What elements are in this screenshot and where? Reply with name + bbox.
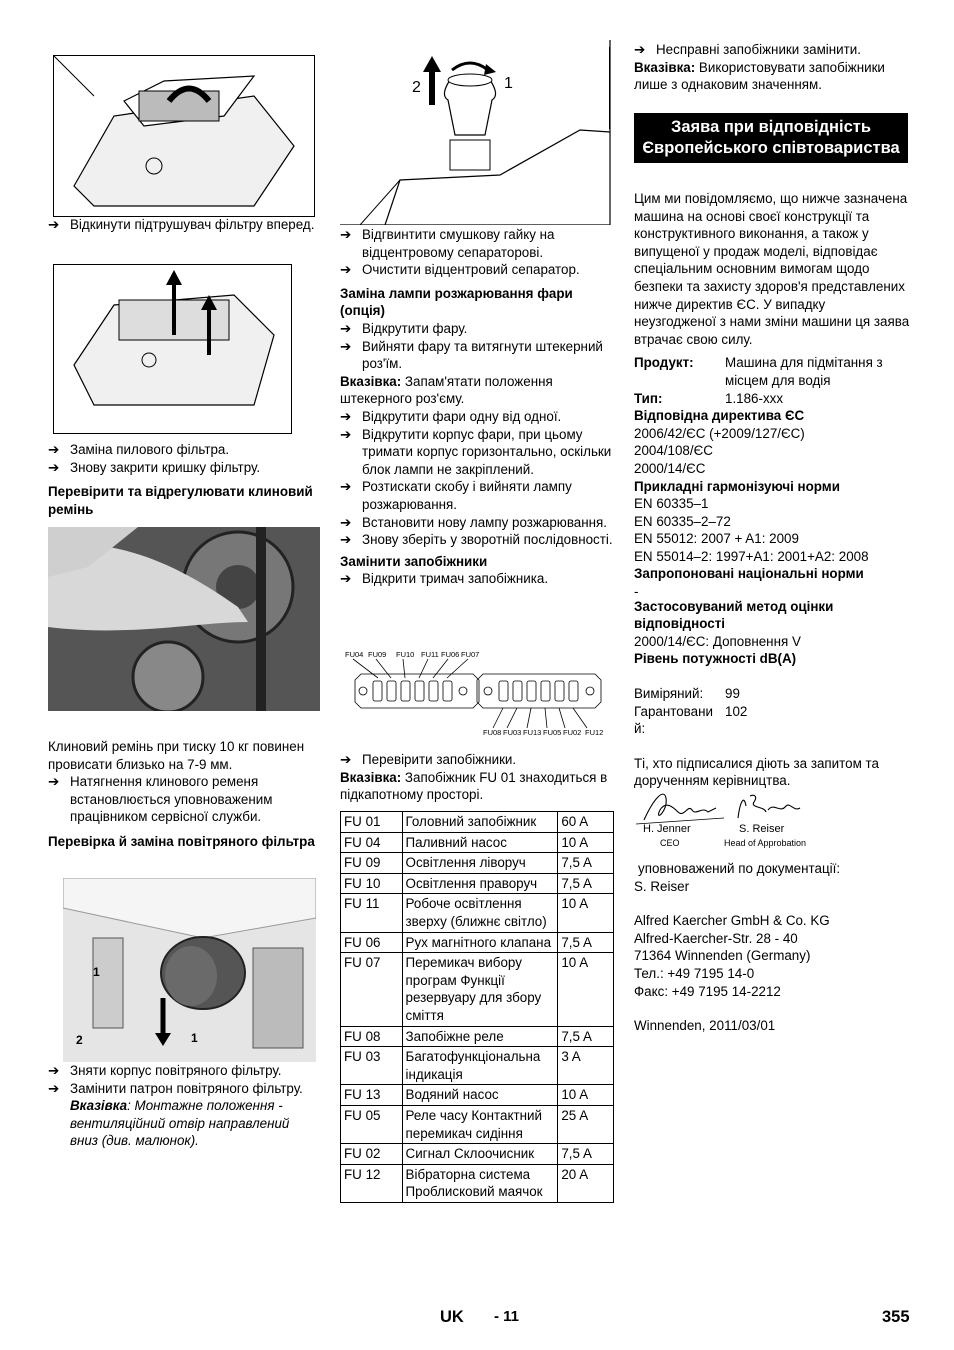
arrow-right-icon: ➔ <box>340 320 352 336</box>
arrow-right-icon: ➔ <box>340 408 352 424</box>
fuse-rating-cell: 7,5 A <box>558 1144 614 1165</box>
fuse-label: FU05 <box>543 728 562 737</box>
note: Вказівка: Запам'ятати положення штекерного роз'єму. <box>340 373 553 407</box>
fuse-rating-cell: 7,5 A <box>558 932 614 953</box>
note: Вказівка: Запобіжник FU 01 знаходиться в підкапотному просторі. <box>340 769 608 803</box>
figure-dust-filter <box>53 264 292 434</box>
address-line: Тел.: +49 7195 14-0 <box>634 965 755 981</box>
fuse-rating-cell: 10 A <box>558 953 614 1026</box>
fuse-label: FU04 <box>345 650 364 659</box>
note-text: : Монтажне положення - вентиляційний отвір направлений вниз (див. малюнок). <box>70 1098 290 1149</box>
fuse-id-cell: FU 06 <box>341 932 403 953</box>
photo-v-belt <box>48 527 320 711</box>
arrow-right-icon: ➔ <box>48 1080 60 1096</box>
method-label: Застосовуваний метод оцінки відповідності <box>634 598 834 632</box>
fuse-rating-cell: 10 A <box>558 1085 614 1106</box>
fuse-id-cell: FU 01 <box>341 812 403 833</box>
step: ➔ Відкрутити фару. <box>340 320 468 336</box>
arrow-right-icon: ➔ <box>340 532 352 548</box>
step: ➔ Відгвинтити смушкову гайку на відцентровому сепараторові. <box>340 227 555 260</box>
declaration-intro: Цим ми повідомляємо, що нижче зазначена машина на основі своєї конструкції та конструктивного виконання, а також у випущеної у продаж моделі, відповідає спеціальним основним вимогам щодо безпеки та захисту здоров'я представлених нижче директив ЄС. У випадку неузгодженої з нами зміни машини ця заява втрачає свою силу. <box>634 191 910 347</box>
fuse-id-cell: FU 05 <box>341 1105 403 1143</box>
photo-air-filter <box>63 878 316 1062</box>
signer-role: Head of Approbation <box>724 838 807 848</box>
sound-level-label: Рівень потужності dB(A) <box>634 651 797 667</box>
callout-label: 1 <box>504 75 513 92</box>
norm: EN 60335–1 <box>634 496 709 512</box>
fuse-function-cell: Багатофункціональна індикація <box>402 1047 558 1085</box>
guaranteed-row: Гарантовани й: 102 <box>634 703 748 737</box>
step: ➔ Перевірити запобіжники. <box>340 752 517 767</box>
arrow-right-icon: ➔ <box>340 479 352 495</box>
fuse-function-cell: Освітлення ліворуч <box>402 853 558 874</box>
signer-name: H. Jenner <box>643 823 691 835</box>
fuse-label: FU06 <box>441 650 460 659</box>
arrow-right-icon: ➔ <box>48 459 60 475</box>
fuse-function-cell: Паливний насос <box>402 832 558 853</box>
belt-text: Клиновий ремінь при тиску 10 кг повинен провисати близько на 7-9 мм. <box>48 739 305 772</box>
step: ➔ Натягнення клинового ременя встановлюється уповноваженим працівником сервісної служби. <box>48 774 273 825</box>
national-norms-value: - <box>634 584 639 600</box>
step: ➔ Заміна пилового фільтра. <box>48 442 230 457</box>
column-rule <box>609 47 610 129</box>
fuse-rating-cell: 7,5 A <box>558 873 614 894</box>
fuse-rating-cell: 10 A <box>558 894 614 932</box>
address-line: Alfred-Kaercher-Str. 28 - 40 <box>634 930 798 946</box>
fuse-rating-cell: 7,5 A <box>558 1026 614 1047</box>
type-row: Тип: 1.186-xxx <box>634 390 784 406</box>
callout-label: 2 <box>76 1033 83 1047</box>
signer-role: CEO <box>660 838 680 848</box>
fuse-id-cell: FU 13 <box>341 1085 403 1106</box>
table-row <box>341 1144 614 1165</box>
table-row <box>341 953 614 1026</box>
fuse-function-cell: Освітлення праворуч <box>402 873 558 894</box>
address-line: 71364 Winnenden (Germany) <box>634 948 811 964</box>
address-line: Факс: +49 7195 14-2212 <box>634 983 781 999</box>
fuse-function-cell: Реле часу Контактний перемикач сидіння <box>402 1105 558 1143</box>
national-norms-label: Запропоновані національні норми <box>634 566 864 582</box>
fuse-rating-cell: 60 A <box>558 812 614 833</box>
step: ➔ Замінити патрон повітряного фільтру. Вказівка: Монтажне положення - вентиляційний отвір направлений вниз (див. малюнок). <box>48 1080 303 1149</box>
step: ➔ Зняти корпус повітряного фільтру. <box>48 1063 282 1078</box>
fuse-function-cell: Запобіжне реле <box>402 1026 558 1047</box>
fuse-label: FU13 <box>523 728 542 737</box>
step: ➔ Знову зберіть у зворотній послідовності. <box>340 532 613 548</box>
step: ➔ Відкинути підтрушувач фільтру вперед. <box>48 217 315 232</box>
fuse-function-cell: Сигнал Склоочисник <box>402 1144 558 1165</box>
arrow-right-icon: ➔ <box>48 442 60 457</box>
arrow-right-icon: ➔ <box>340 752 352 767</box>
arrow-right-icon: ➔ <box>48 217 60 232</box>
table-row <box>341 832 614 853</box>
fuse-rating-cell: 20 A <box>558 1164 614 1202</box>
fuse-label: FU02 <box>563 728 582 737</box>
fuse-id-cell: FU 02 <box>341 1144 403 1165</box>
step: ➔ Відкрити тримач запобіжника. <box>340 571 549 587</box>
arrow-right-icon: ➔ <box>48 774 60 790</box>
norm: EN 55014–2: 1997+A1: 2001+A2: 2008 <box>634 548 869 564</box>
fuse-rating-cell: 10 A <box>558 832 614 853</box>
table-row <box>341 853 614 874</box>
fuse-id-cell: FU 12 <box>341 1164 403 1202</box>
directive-value: 2004/108/ЄС <box>634 443 713 459</box>
fuse-label: FU08 <box>483 728 502 737</box>
signers-text: Ті, хто підписалися діють за запитом та дорученням керівництва. <box>634 755 879 789</box>
arrow-right-icon: ➔ <box>340 514 352 530</box>
arrow-right-icon: ➔ <box>634 42 646 57</box>
directive-label: Відповідна директива ЄС <box>634 408 805 424</box>
note: Вказівка: Використовувати запобіжники лише з однаковим значенням. <box>634 59 885 93</box>
fuse-rating-cell: 3 A <box>558 1047 614 1085</box>
note-label: Вказівка <box>70 1098 128 1114</box>
table-row <box>341 1105 614 1143</box>
arrow-right-icon: ➔ <box>340 571 352 587</box>
place-date: Winnenden, 2011/03/01 <box>634 1018 776 1034</box>
step: ➔ Відкрутити корпус фари, при цьому тримати корпус горизонтально, оскільки блок лампи не закріплений. <box>340 426 612 477</box>
fuse-label: FU12 <box>585 728 604 737</box>
fuse-label: FU10 <box>396 650 415 659</box>
fuse-rating-cell: 7,5 A <box>558 853 614 874</box>
step: ➔ Очистити відцентровий сепаратор. <box>340 262 580 278</box>
table-row <box>341 894 614 932</box>
section-heading: Перевірка й заміна повітряного фільтра <box>48 833 315 849</box>
figure-centrifugal-separator <box>340 40 612 225</box>
authorized-name: S. Reiser <box>634 878 690 894</box>
fuse-rating-cell: 25 A <box>558 1105 614 1143</box>
norm: EN 55012: 2007 + A1: 2009 <box>634 531 799 547</box>
footer-page-number: 355 <box>882 1308 910 1326</box>
arrow-right-icon: ➔ <box>340 262 352 278</box>
step: ➔ Знову закрити кришку фільтру. <box>48 459 261 475</box>
table-row <box>341 1047 614 1085</box>
norms-label: Прикладні гармонізуючі норми <box>634 478 840 494</box>
figure-filter-shaker <box>53 55 315 217</box>
step: ➔ Встановити нову лампу розжарювання. <box>340 514 607 530</box>
fuse-id-cell: FU 08 <box>341 1026 403 1047</box>
authorized-label: уповноважений по документації: <box>638 861 841 876</box>
fuse-function-cell: Робоче освітлення зверху (ближнє світло) <box>402 894 558 932</box>
fuse-id-cell: FU 03 <box>341 1047 403 1085</box>
measured-row: Виміряний: 99 <box>634 686 740 702</box>
step: ➔ Вийняти фару та витягнути штекерний роз'їм. <box>340 338 603 372</box>
section-heading: Перевірити та відрегулювати клиновий ремінь <box>48 484 313 517</box>
fuse-function-cell: Водяний насос <box>402 1085 558 1106</box>
directive-value: 2000/14/ЄС <box>634 460 706 476</box>
signatures <box>634 788 864 852</box>
table-row <box>341 1164 614 1202</box>
table-row <box>341 1085 614 1106</box>
fuse-label: FU03 <box>503 728 522 737</box>
callout-label: 2 <box>412 79 421 96</box>
callout-label: 1 <box>93 965 100 979</box>
signer-name: S. Reiser <box>739 823 785 835</box>
section-heading: Заміна лампи розжарювання фари (опція) <box>340 285 573 319</box>
table-row <box>341 1026 614 1047</box>
method-value: 2000/14/ЄС: Доповнення V <box>634 633 801 649</box>
signature-jenner <box>634 788 864 828</box>
footer-language: UK <box>440 1308 464 1326</box>
arrow-right-icon: ➔ <box>340 338 352 354</box>
fuse-label: FU09 <box>368 650 387 659</box>
fuse-id-cell: FU 10 <box>341 873 403 894</box>
footer-section: - 11 <box>494 1308 520 1325</box>
arrow-right-icon: ➔ <box>340 227 352 242</box>
fuse-label: FU07 <box>461 650 480 659</box>
fuse-function-cell: Перемикач вибору програм Функції резервуару для збору сміття <box>402 953 558 1026</box>
directive-value: 2006/42/ЄС (+2009/127/ЄС) <box>634 425 805 441</box>
table-row <box>341 812 614 833</box>
table-row <box>341 873 614 894</box>
fuse-id-cell: FU 09 <box>341 853 403 874</box>
fuse-table <box>340 811 614 1203</box>
address-line: Alfred Kaercher GmbH & Co. KG <box>634 913 830 929</box>
product-row: Продукт: Машина для підмітання з місцем для водія <box>634 355 883 388</box>
arrow-right-icon: ➔ <box>48 1063 60 1078</box>
arrow-right-icon: ➔ <box>340 426 352 442</box>
fuse-id-cell: FU 11 <box>341 894 403 932</box>
fuse-id-cell: FU 07 <box>341 953 403 1026</box>
step: ➔ Несправні запобіжники замінити. <box>634 42 861 57</box>
figure-fuse-holder <box>343 648 615 738</box>
fuse-function-cell: Рух магнітного клапана <box>402 932 558 953</box>
fuse-function-cell: Вібраторна система Проблисковий маячок <box>402 1164 558 1202</box>
step: ➔ Відкрутити фари одну від одної. <box>340 408 562 424</box>
callout-label: 1 <box>191 1031 198 1045</box>
norm: EN 60335–2–72 <box>634 513 731 529</box>
table-row <box>341 932 614 953</box>
fuse-label: FU11 <box>421 650 439 659</box>
declaration-heading: Заява при відповідність Європейського співтовариства <box>634 113 908 163</box>
fuse-id-cell: FU 04 <box>341 832 403 853</box>
section-heading: Замінити запобіжники <box>340 553 488 569</box>
fuse-function-cell: Головний запобіжник <box>402 812 558 833</box>
step: ➔ Розтискати скобу і вийняти лампу розжарювання. <box>340 479 572 512</box>
